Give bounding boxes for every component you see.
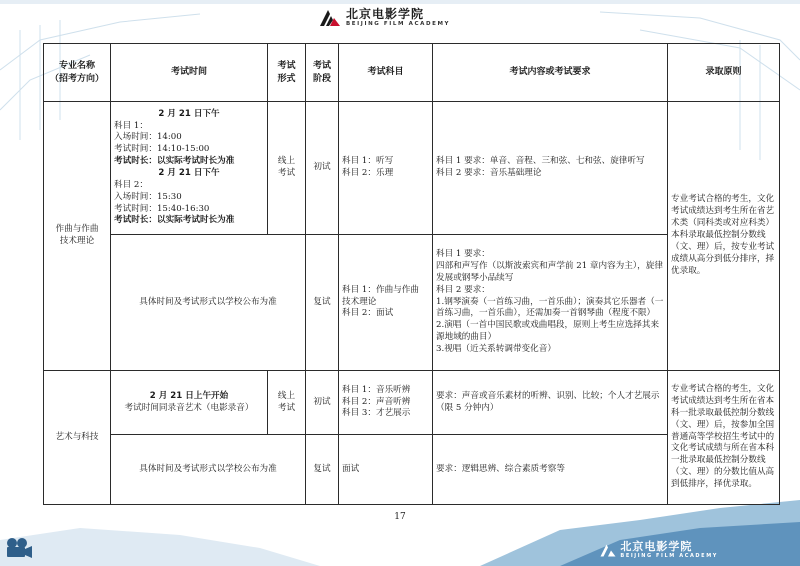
logo-chinese-name: 北京电影学院 xyxy=(346,7,425,22)
composition-first-content: 科目 1 要求：单音、音程、三和弦、七和弦、旋律听写 科目 2 要求：音乐基础理论 xyxy=(433,102,668,235)
header-content: 考试内容或考试要求 xyxy=(433,44,668,102)
table-header-row xyxy=(44,44,780,102)
table-row xyxy=(44,371,780,435)
header-stage: 考试 阶段 xyxy=(306,44,339,102)
composition-first-time: 2 月 21 日下午 科目 1： 入场时间：14:00 考试时间：14:10-15:00 考试时长：以实际考试时长为准 2 月 21 日下午 科目 2： 入场时间：15:30 考试时间：15:40-16:30 考试时长：以实际考试时长为准 xyxy=(111,102,268,235)
art-tech-admission: 专业考试合格的考生，文化考试成绩达到考生所在省本科一批录取最低控制分数线（文、理）后，按参加全国普通高等学校招生考试中的文化考试成绩与所在省本科一批录取最低控制分数线（文、理）的分数比值从高到低排序，择优录取。 xyxy=(668,371,780,505)
art-tech-first-stage: 初试 xyxy=(306,371,339,435)
header-subject: 考试科目 xyxy=(339,44,433,102)
page-number: 17 xyxy=(394,512,406,522)
composition-second-content: 科目 1 要求： 四部和声写作（以斯波索宾和声学前 21 章内容为主），旋律发展或钢琴小品续写 科目 2 要求： 1.钢琴演奏（一首练习曲，一首乐曲）；演奏其它乐器者（一首练习曲，一首乐曲），还需加奏一首钢琴曲（程度不限） 2.演唱（一首中国民歌或戏曲唱段，原则上考生应选择其来源地域的曲目） 3.视唱（近关系转调带变化音） xyxy=(433,235,668,371)
header-time: 考试时间 xyxy=(111,44,268,102)
footer-academy-logo-icon xyxy=(599,543,617,558)
composition-second-stage: 复试 xyxy=(306,235,339,371)
composition-first-form: 线上 考试 xyxy=(268,102,306,235)
art-tech-second-stage: 复试 xyxy=(306,435,339,505)
art-tech-first-content: 要求：声音或音乐素材的听辨、识别、比较；个人才艺展示（限 5 分钟内） xyxy=(433,371,668,435)
major-composition: 作曲与作曲 技术理论 xyxy=(44,102,111,371)
art-tech-second-content: 要求：逻辑思辨、综合素质考察等 xyxy=(433,435,668,505)
major-art-tech: 艺术与科技 xyxy=(44,371,111,505)
art-tech-second-subjects: 面试 xyxy=(339,435,433,505)
footer-logo xyxy=(599,541,718,559)
footer-logo-chinese-name: 北京电影学院 xyxy=(620,540,693,553)
table-row xyxy=(44,102,780,235)
header-form: 考试 形式 xyxy=(268,44,306,102)
composition-first-subjects: 科目 1：听写 科目 2：乐理 xyxy=(339,102,433,235)
composition-second-time: 具体时间及考试形式以学校公布为准 xyxy=(111,235,306,371)
exam-schedule-table xyxy=(43,43,780,505)
art-tech-first-form: 线上 考试 xyxy=(268,371,306,435)
art-tech-first-time: 2 月 21 日上午开始 考试时间同录音艺术（电影录音） xyxy=(111,371,268,435)
header-logo xyxy=(318,8,450,28)
header-major: 专业名称 （招考方向） xyxy=(44,44,111,102)
composition-second-subjects: 科目 1：作曲与作曲 技术理论 科目 2：面试 xyxy=(339,235,433,371)
art-tech-second-time: 具体时间及考试形式以学校公布为准 xyxy=(111,435,306,505)
composition-admission: 专业考试合格的考生，文化考试成绩达到考生所在省艺术类（同科类或对应科类）本科录取最低控制分数线（文、理）后，按专业考试成绩从高分到低分排序，择优录取。 xyxy=(668,102,780,371)
footer-logo-english-name: BEIJING FILM ACADEMY xyxy=(620,553,718,559)
academy-logo-icon xyxy=(318,8,342,28)
film-camera-icon xyxy=(4,536,34,560)
art-tech-first-subjects: 科目 1：音乐听辨 科目 2：声音听辨 科目 3：才艺展示 xyxy=(339,371,433,435)
logo-english-name: BEIJING FILM ACADEMY xyxy=(346,21,451,28)
header-admission: 录取原则 xyxy=(668,44,780,102)
composition-first-stage: 初试 xyxy=(306,102,339,235)
